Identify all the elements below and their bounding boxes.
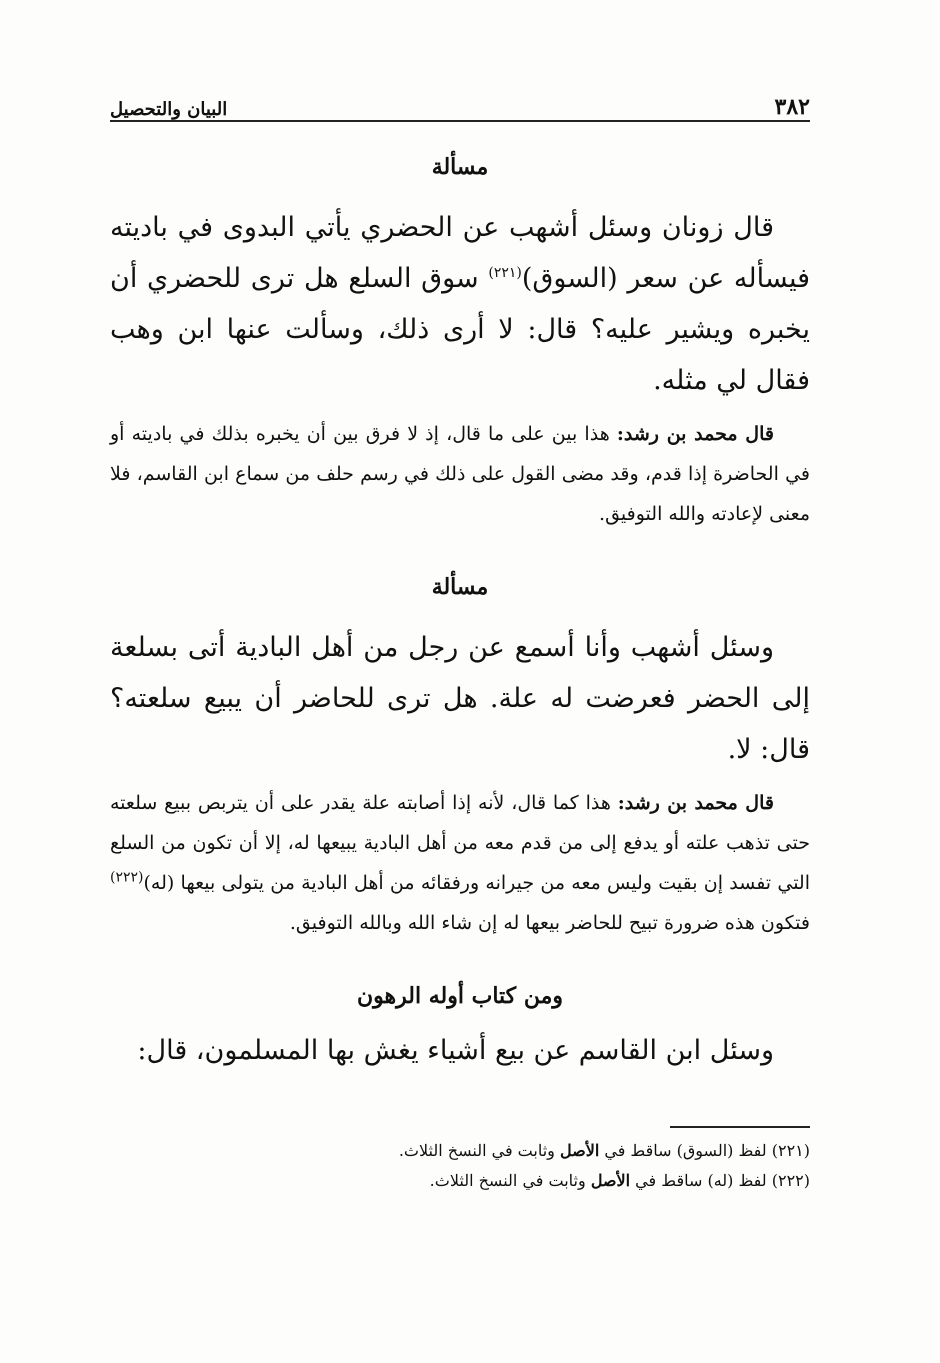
running-title: البيان والتحصيل <box>110 99 228 120</box>
question-paragraph: قال زونان وسئل أشهب عن الحضري يأتي البدوى في باديته فيسأله عن سعر (السوق)$^{(٢٢١)}$ سوق السلع هل ترى للحضري أن يخبره ويشير عليه؟ قال: لا أرى ذلك، وسألت عنها ابن وهب فقال لي مثله. <box>110 212 810 396</box>
page-number: ٣٨٢ <box>774 94 810 120</box>
commentary-paragraph: قال محمد بن رشد: هذا كما قال، لأنه إذا أصابته علة يقدر على أن يتربص ببيع سلعته حتى تذهب علته أو يدفع إلى من قدم معه من أهل البادية يبيعها له، إلا أن تكون من السلع التي تفسد إن بقيت وليس معه من جيرانه ورفقائه من أهل البادية من يتولى بيعها (له)$^{(٢٢٢)}$ فتكون هذه ضرورة تبيح للحاضر بيعها له إن شاء الله وبالله التوفيق. <box>110 792 810 934</box>
section-heading: مسألة <box>431 154 489 180</box>
commentary-lead: قال محمد بن رشد: <box>617 792 774 814</box>
question-paragraph: وسئل ابن القاسم عن بيع أشياء يغش بها المسلمون، قال: <box>137 1035 774 1066</box>
commentary-paragraph: قال محمد بن رشد: هذا بين على ما قال، إذ لا فرق بين أن يخبره بذلك في باديته أو في الحاضرة إذا قدم، وقد مضى القول على ذلك في رسم حلف من سماع ابن القاسم، فلا معنى لإعادته والله التوفيق. <box>110 423 810 525</box>
section-heading: مسألة <box>431 574 489 600</box>
footnote-ref: (٢٢١) <box>488 265 522 281</box>
book-page <box>110 78 810 1196</box>
commentary-lead: قال محمد بن رشد: <box>616 423 774 445</box>
footnote-ref: (٢٢٢) <box>110 869 144 886</box>
footnote: (٢٢١) لفظ (السوق) ساقط في الأصل وثابت في النسخ الثلاث. <box>398 1141 810 1160</box>
page-header <box>110 78 810 122</box>
book-heading: ومن كتاب أوله الرهون <box>357 983 563 1009</box>
footnote: (٢٢٢) لفظ (له) ساقط في الأصل وثابت في النسخ الثلاث. <box>429 1171 810 1190</box>
question-paragraph: وسئل أشهب وأنا أسمع عن رجل من أهل البادية أتى بسلعة إلى الحضر فعرضت له علة. هل ترى للحاضر أن يبيع سلعته؟ قال: لا. <box>110 632 810 765</box>
footnote-divider <box>670 1126 810 1128</box>
